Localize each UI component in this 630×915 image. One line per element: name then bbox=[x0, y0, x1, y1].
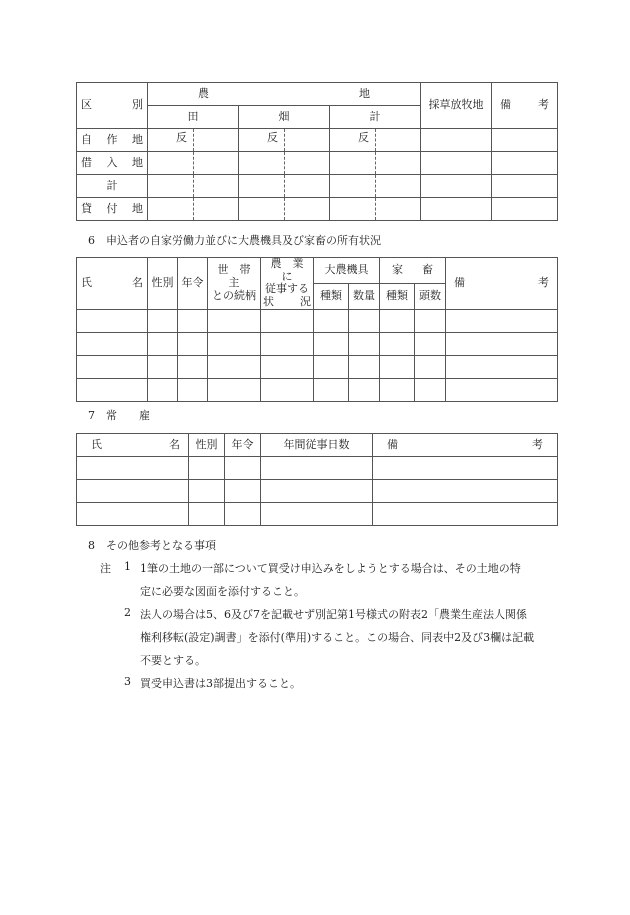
cell bbox=[492, 175, 558, 198]
dainoki-header: 大農機具 bbox=[314, 258, 380, 284]
note-2-line-2: 権利移転(設定)調書」を添付(準用)すること。この場合、同表中2及び3欄は記載 bbox=[140, 631, 535, 644]
section-8-heading: 8 その他参考となる事項 bbox=[88, 539, 216, 552]
area-hatake bbox=[239, 152, 330, 175]
note-label: 注 bbox=[100, 562, 111, 575]
saiso-header: 採草放牧地 bbox=[421, 83, 492, 129]
nochi-header: 農 地 bbox=[148, 83, 421, 106]
cell bbox=[492, 198, 558, 221]
area-ta: 反 bbox=[148, 129, 239, 152]
employee-table bbox=[76, 433, 558, 526]
tosu-header: 頭数 bbox=[415, 283, 446, 309]
shimei-header: 氏 名 bbox=[77, 258, 148, 310]
area-ta bbox=[148, 198, 239, 221]
kei-header: 計 bbox=[330, 106, 421, 129]
shurui-header: 種類 bbox=[380, 283, 415, 309]
row-label: 計 bbox=[77, 175, 148, 198]
area-kei bbox=[330, 175, 421, 198]
note-1-number: 1 bbox=[124, 560, 131, 573]
table-row bbox=[77, 457, 558, 480]
row-label: 自 作 地 bbox=[77, 129, 148, 152]
biko-header: 備 考 bbox=[446, 258, 558, 310]
note-1-line-2: 定に必要な図面を添付すること。 bbox=[140, 585, 305, 598]
note-1-line-1: 1筆の土地の一部について買受け申込みをしようとする場合は、その土地の特 bbox=[140, 562, 521, 575]
biko-header: 備 考 bbox=[492, 83, 558, 129]
kachiku-header: 家 畜 bbox=[380, 258, 446, 284]
area-kei: 反 bbox=[330, 129, 421, 152]
row-label: 貸 付 地 bbox=[77, 198, 148, 221]
table-row bbox=[77, 378, 558, 401]
kubun-header: 区 別 bbox=[77, 83, 148, 129]
area-hatake: 反 bbox=[239, 129, 330, 152]
area-hatake bbox=[239, 175, 330, 198]
note-2-line-1: 法人の場合は5、6及び7を記載せず別記第1号様式の附表2「農業生産法人関係 bbox=[140, 608, 527, 621]
labor-table bbox=[76, 257, 558, 402]
section-7-heading: 7 常 雇 bbox=[88, 409, 150, 422]
area-ta bbox=[148, 152, 239, 175]
shimei-header: 氏 名 bbox=[77, 434, 189, 457]
cell bbox=[421, 175, 492, 198]
row-kariirechi bbox=[77, 152, 558, 175]
row-jisakuchi bbox=[77, 129, 558, 152]
section-6-heading: 6 申込者の自家労働力並びに大農機具及び家畜の所有状況 bbox=[88, 234, 381, 247]
row-label: 借 入 地 bbox=[77, 152, 148, 175]
cell bbox=[421, 198, 492, 221]
table-row bbox=[77, 332, 558, 355]
area-hatake bbox=[239, 198, 330, 221]
nogyo-header: 農 業 に 従事する 状 況 bbox=[261, 258, 314, 310]
note-3-number: 3 bbox=[124, 675, 131, 688]
area-ta bbox=[148, 175, 239, 198]
row-kashitsukechi bbox=[77, 198, 558, 221]
note-2-number: 2 bbox=[124, 606, 131, 619]
table-row bbox=[77, 355, 558, 378]
hatake-header: 畑 bbox=[239, 106, 330, 129]
cell bbox=[421, 129, 492, 152]
setai-header: 世 帯 主 との続柄 bbox=[208, 258, 261, 310]
row-kei bbox=[77, 175, 558, 198]
table-row bbox=[77, 309, 558, 332]
land-table bbox=[76, 82, 558, 221]
shurui-header: 種類 bbox=[314, 283, 349, 309]
note-3-line-1: 買受申込書は3部提出すること。 bbox=[140, 677, 301, 690]
ta-header: 田 bbox=[148, 106, 239, 129]
note-2-line-3: 不要とする。 bbox=[140, 654, 206, 667]
seibetsu-header: 性別 bbox=[148, 258, 178, 310]
area-kei bbox=[330, 198, 421, 221]
nissu-header: 年間従事日数 bbox=[261, 434, 373, 457]
suryo-header: 数量 bbox=[349, 283, 380, 309]
cell bbox=[492, 129, 558, 152]
biko-header: 備 考 bbox=[373, 434, 558, 457]
cell bbox=[492, 152, 558, 175]
nenrei-header: 年令 bbox=[178, 258, 208, 310]
table-row bbox=[77, 480, 558, 503]
seibetsu-header: 性別 bbox=[189, 434, 225, 457]
cell bbox=[421, 152, 492, 175]
area-kei bbox=[330, 152, 421, 175]
table-row bbox=[77, 503, 558, 526]
nenrei-header: 年令 bbox=[225, 434, 261, 457]
